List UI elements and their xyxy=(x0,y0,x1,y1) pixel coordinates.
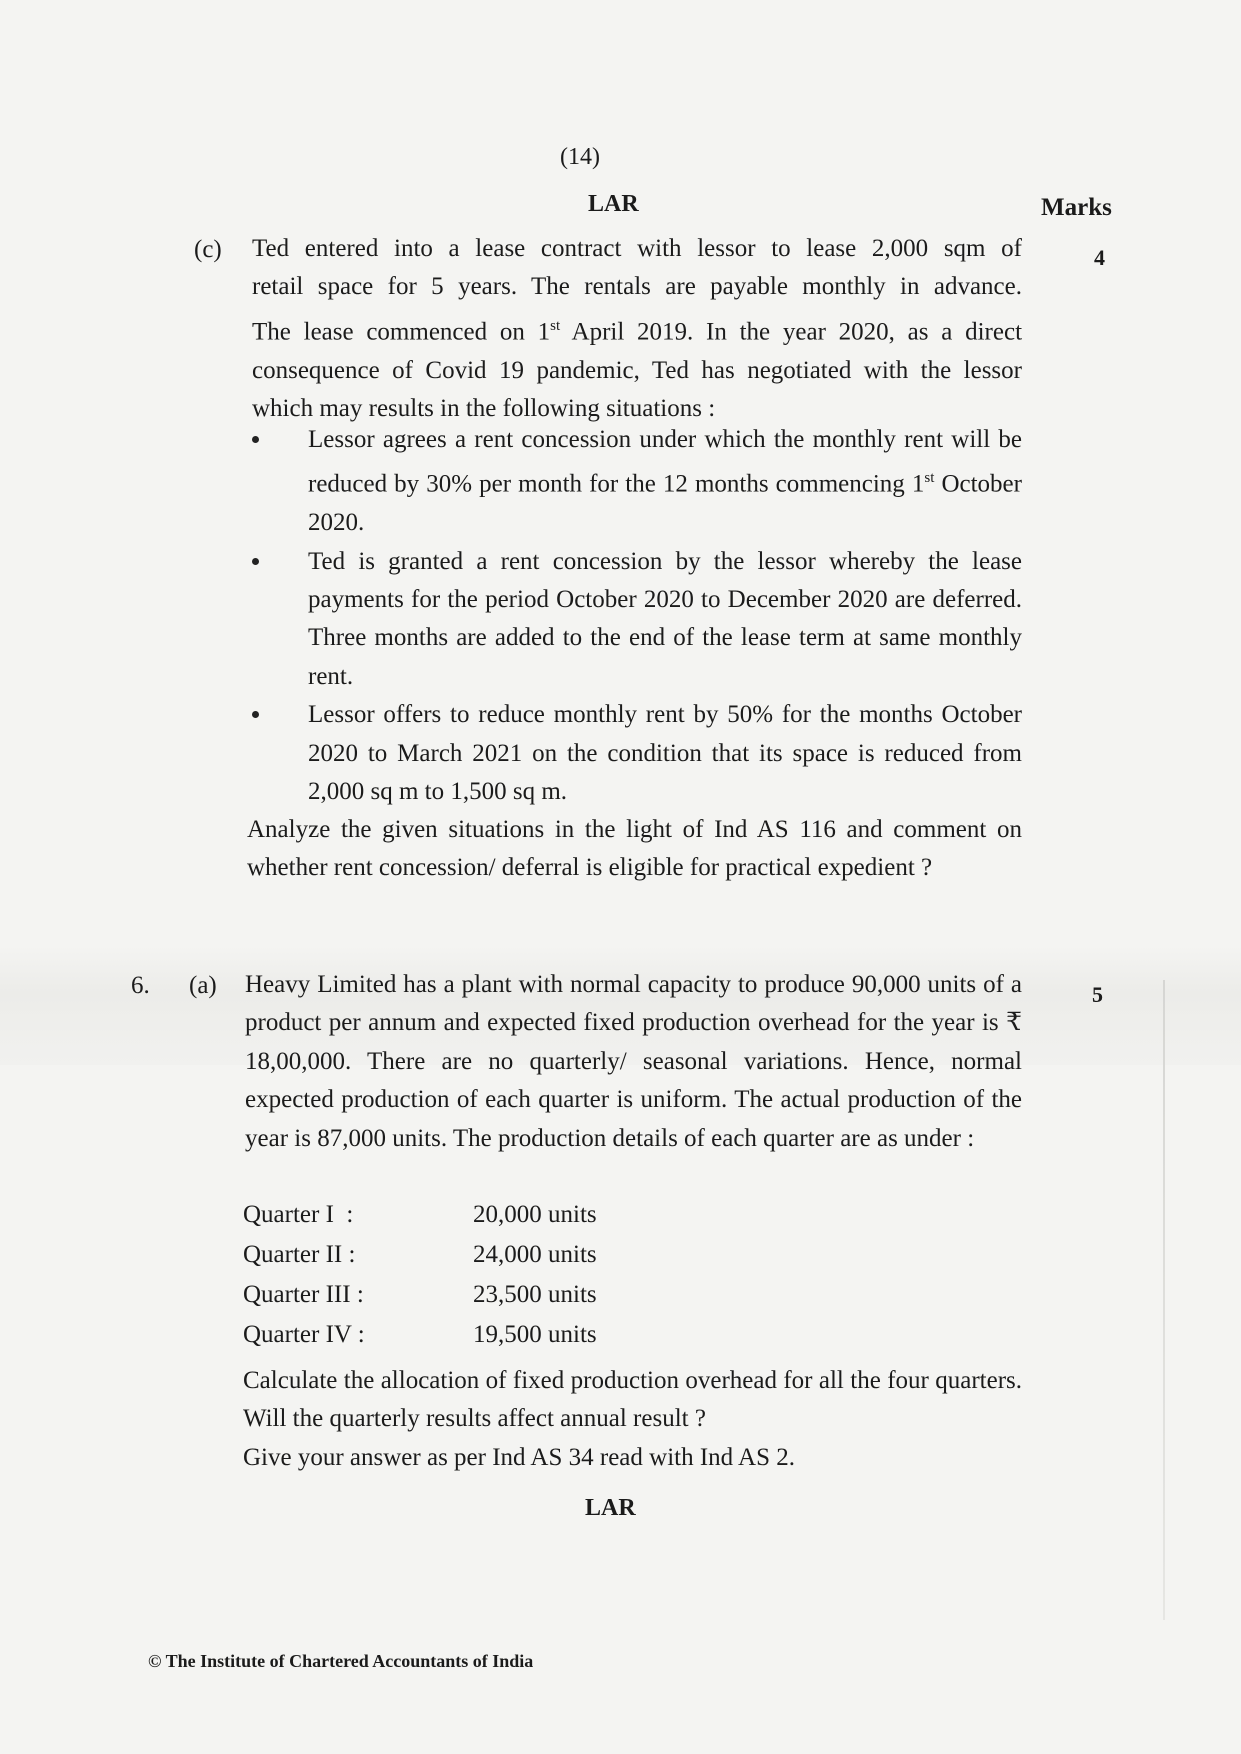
paper-code-header: LAR xyxy=(588,191,639,217)
intro-line-3: The lease commenced on 1st April 2019. In the year 2020, as a direct xyxy=(252,317,1023,346)
table-row: Quarter IV : 19,500 units xyxy=(243,1321,597,1348)
intro-line-5: which may results in the following situations : xyxy=(252,394,716,422)
table-row: Quarter III : 23,500 units xyxy=(243,1281,597,1308)
intro-line-1: Ted entered into a lease contract with lessor to lease 2,000 sqm of xyxy=(252,235,1022,262)
table-row: Quarter II : 24,000 units xyxy=(243,1241,597,1268)
bullet-icon xyxy=(252,711,259,718)
part-c-marks: 4 xyxy=(1094,245,1105,270)
quarter-production-table xyxy=(243,1195,597,1355)
table-row: Quarter I : 20,000 units xyxy=(243,1201,597,1228)
part-c-label: (c) xyxy=(194,236,222,263)
copyright-notice: © The Institute of Chartered Accountants of India xyxy=(148,1651,534,1671)
paper-code-footer: LAR xyxy=(585,1495,636,1521)
marks-heading: Marks xyxy=(1041,194,1112,221)
list-item: Ted is granted a rent concession by the lessor whereby the lease payments for the period October 2020 to December 2020 are deferred. Three months are added to the end of the lease term at same monthly rent. xyxy=(250,543,1022,697)
list-item: Lessor offers to reduce monthly rent by 50% for the months October 2020 to March 2021 on the condition that its space is reduced from 2,000 sq m to 1,500 sq m. xyxy=(250,696,1022,811)
question-number: 6. xyxy=(131,972,150,999)
part-a-questions xyxy=(243,1362,1022,1477)
page-number: (14) xyxy=(560,144,600,170)
part-a-label: (a) xyxy=(189,972,217,999)
scan-edge-line xyxy=(1163,980,1165,1620)
bullet-icon xyxy=(252,558,259,565)
bullet-icon xyxy=(252,436,259,443)
calc-question: Calculate the allocation of fixed production overhead for all the four quarters. Will the quarterly results affect annual result ? xyxy=(243,1367,1022,1433)
part-a-marks: 5 xyxy=(1092,982,1103,1007)
list-item: Lessor agrees a rent concession under which the monthly rent will be reduced by 30% per month for the 12 months commencing 1st October 2020. xyxy=(250,421,1022,543)
intro-line-4: consequence of Covid 19 pandemic, Ted has negotiated with the lessor xyxy=(252,356,1022,384)
answer-instruction: Give your answer as per Ind AS 34 read with Ind AS 2. xyxy=(243,1443,795,1471)
part-c-question: Analyze the given situations in the light of Ind AS 116 and comment on whether rent concession/ deferral is eligible for practical expedient ? xyxy=(247,816,1022,882)
intro-line-2: retail space for 5 years. The rentals are payable monthly in advance. xyxy=(252,273,1022,301)
situation-list xyxy=(250,421,1022,811)
part-a-text: Heavy Limited has a plant with normal capacity to produce 90,000 units of a product per annum and expected fixed production overhead for the year is ₹ 18,00,000. There are no quarterly/ seasonal variations. Hence, normal expected production of each quarter is uniform. The actual production of the year is 87,000 units. The production details of each quarter are as under : xyxy=(245,971,1022,1152)
part-c-intro xyxy=(252,230,1022,428)
